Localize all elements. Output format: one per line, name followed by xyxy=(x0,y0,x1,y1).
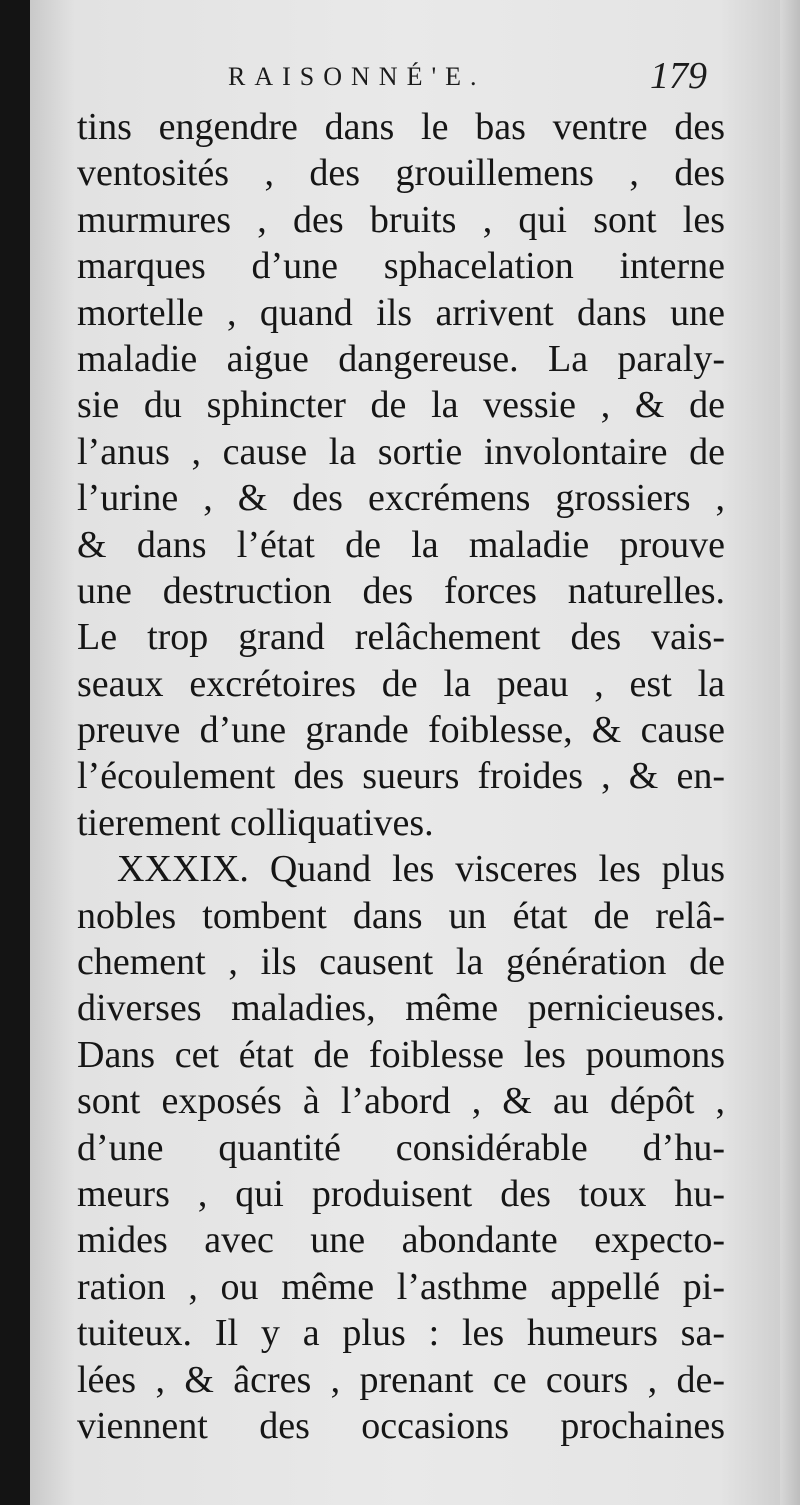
text-line: d’une quantité considérable d’hu- xyxy=(77,1126,725,1169)
text-line: chement , ils causent la génération de xyxy=(77,941,725,984)
text-line: mortelle , quand ils arrivent dans une xyxy=(77,291,725,334)
text-line: & dans l’état de la maladie prouve xyxy=(77,523,725,566)
text-line: l’anus , cause la sortie involontaire de xyxy=(77,430,725,473)
text-line: maladie aigue dangereuse. La paraly- xyxy=(77,337,725,380)
text-line: nobles tombent dans un état de relâ- xyxy=(77,894,725,937)
running-title: RAISONNÉ'E. xyxy=(228,62,486,91)
text-line: murmures , des bruits , qui sont les xyxy=(77,198,725,241)
text-line: Le trop grand relâchement des vais- xyxy=(77,616,725,659)
text-line: l’urine , & des excrémens grossiers , xyxy=(77,477,725,520)
text-line: preuve d’une grande foiblesse, & cause xyxy=(77,709,725,752)
text-line: tierement colliquatives. xyxy=(77,801,434,844)
body-text xyxy=(77,104,725,1449)
page-edge xyxy=(780,0,800,1505)
text-line: diverses maladies, même pernicieuses. xyxy=(77,987,725,1030)
text-line: ration , ou même l’asthme appellé pi- xyxy=(77,1265,725,1308)
text-line: sont exposés à l’abord , & au dépôt , xyxy=(77,1080,725,1123)
text-line: viennent des occasions prochaines xyxy=(77,1404,725,1447)
text-line: lées , & âcres , prenant ce cours , de- xyxy=(77,1358,725,1401)
text-line: mides avec une abondante expecto- xyxy=(77,1219,725,1262)
text-line: tuiteux. Il y a plus : les humeurs sa- xyxy=(77,1312,725,1355)
page-number: 179 xyxy=(650,55,707,97)
text-line: l’écoulement des sueurs froides , & en- xyxy=(77,755,725,798)
text-line: sie du sphincter de la vessie , & de xyxy=(77,384,725,427)
text-line: une destruction des forces naturelles. xyxy=(77,569,725,612)
text-line: Dans cet état de foiblesse les poumons xyxy=(77,1033,725,1076)
text-line: ventosités , des grouillemens , des xyxy=(77,152,725,195)
running-head xyxy=(0,55,800,102)
text-line: XXXIX. Quand les visceres les plus xyxy=(117,848,725,891)
text-line: marques d’une sphacelation interne xyxy=(77,245,725,288)
text-line: seaux excrétoires de la peau , est la xyxy=(77,662,725,705)
text-line: tins engendre dans le bas ventre des xyxy=(77,106,725,148)
text-line: meurs , qui produisent des toux hu- xyxy=(77,1172,725,1215)
